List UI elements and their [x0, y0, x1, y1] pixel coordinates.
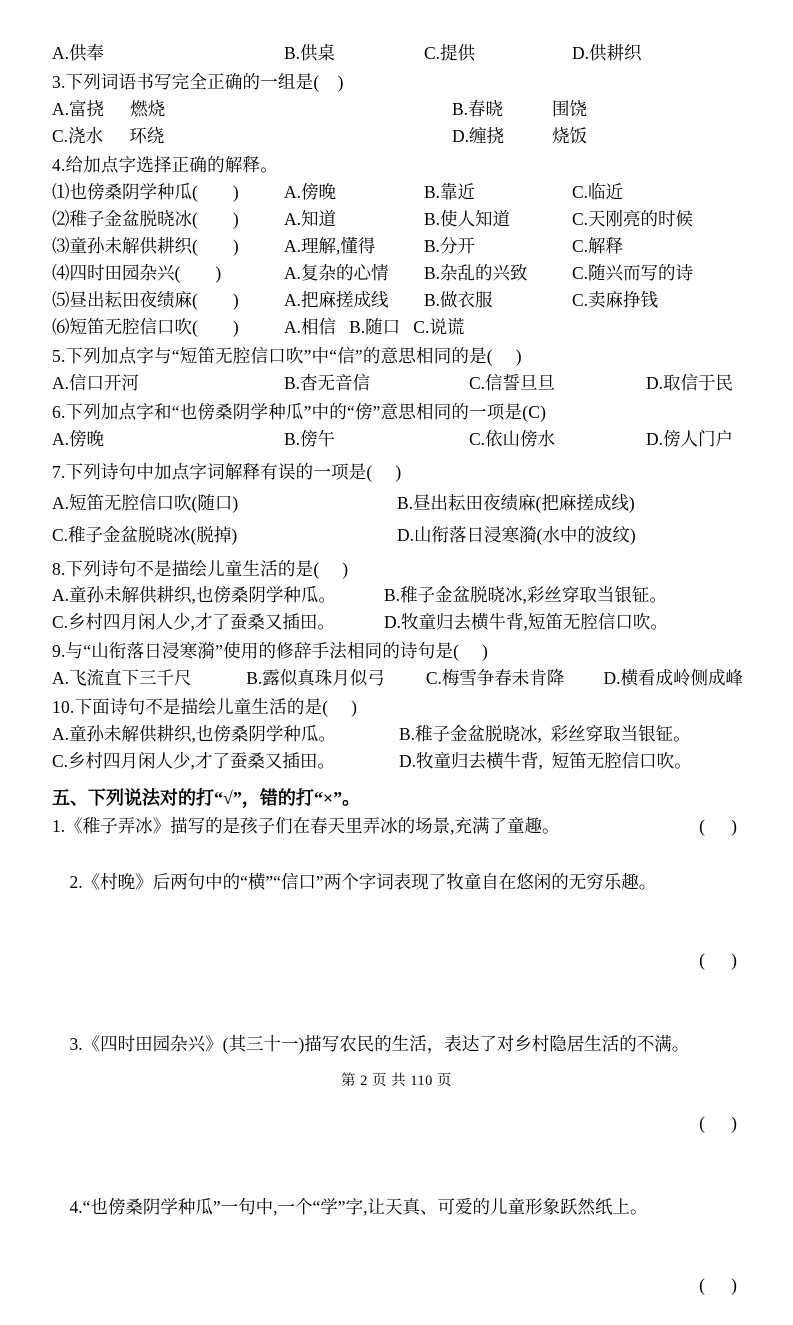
question-8-row-2 [52, 609, 743, 636]
option-c: C.解释 [572, 235, 624, 256]
option-a: A.童孙未解供耕织,也傍桑阴学种瓜。 [52, 585, 336, 606]
question-6-stem: 6.下列加点字和“也傍桑阴学种瓜”中的“傍”意思相同的一项是(C) [52, 402, 547, 423]
question-4-item-4 [52, 260, 743, 287]
option-a: A.信口开河 [52, 372, 140, 393]
item-stem: ⑴也傍桑阴学种瓜( ) [52, 181, 239, 202]
option-a: A.傍晚 [284, 181, 337, 202]
tf-item-4 [52, 1167, 743, 1246]
option-a: A.把麻搓成线 [284, 290, 389, 311]
question-3-stem: 3.下列词语书写完全正确的一组是( ) [52, 72, 344, 93]
question-10-stem: 10.下面诗句不是描绘儿童生活的是( ) [52, 697, 358, 718]
option-b: B.春晓 [452, 98, 504, 119]
option-c: C.随兴而写的诗 [572, 262, 694, 283]
option-d: D.横看成岭侧成峰 [603, 668, 743, 689]
option-b: B.傍午 [284, 428, 336, 449]
tf-item-4-box-row [52, 1246, 743, 1325]
option-c: C.乡村四月闲人少,才了蚕桑又插田。 [52, 612, 335, 633]
question-9-options [52, 665, 743, 692]
tf-answer-box[interactable]: ( ) [699, 816, 737, 836]
question-3-row-1 [52, 96, 743, 123]
question-7-row-2 [52, 522, 743, 549]
option-c: C.临近 [572, 181, 624, 202]
tf-item-text: 3.《四时田园杂兴》(其三十一)描写农民的生活，表达了对乡村隐居生活的不满。 [69, 1034, 690, 1054]
option-d: D.傍人门户 [646, 428, 734, 449]
option-d: D.牧童归去横牛背,短笛无腔信口吹。 [384, 612, 668, 633]
question-5-stem: 5.下列加点字与“短笛无腔信口吹”中“信”的意思相同的是( ) [52, 346, 522, 367]
option-a: A.知道 [284, 208, 337, 229]
question-3-row-2 [52, 123, 743, 150]
option-a: A.理解,懂得 [284, 235, 376, 256]
question-4-stem: 4.给加点字选择正确的解释。 [52, 154, 278, 175]
question-5-options [52, 370, 743, 397]
question-7-row-1 [52, 490, 743, 517]
question-4-item-1 [52, 179, 743, 206]
option-c: C.天刚亮的时候 [572, 208, 694, 229]
option-b: B.分开 [424, 235, 476, 256]
item-stem: ⑹短笛无腔信口吹( ) [52, 317, 239, 338]
question-7-stem: 7.下列诗句中加点字词解释有误的一项是( ) [52, 461, 402, 482]
option-a: A.相信 B.随口 C.说谎 [284, 317, 465, 338]
question-4-item-5 [52, 287, 743, 314]
option-c: C.信誓旦旦 [469, 372, 556, 393]
tf-answer-box[interactable]: ( ) [699, 1112, 737, 1133]
question-8-stem: 8.下列诗句不是描绘儿童生活的是( ) [52, 558, 349, 579]
option-b: B.使人知道 [424, 208, 511, 229]
option-c: C.提供 [424, 43, 476, 63]
option-b: B.供桌 [284, 43, 336, 63]
option-b: B.稚子金盆脱晓冰, 彩丝穿取当银钲。 [399, 723, 691, 744]
section-5-title: 五、下列说法对的打“√”，错的打“×”。 [52, 788, 361, 808]
question-10-row-1 [52, 721, 743, 748]
tf-item-text: 1.《稚子弄冰》描写的是孩子们在春天里弄冰的场景,充满了童趣。 [52, 816, 560, 836]
option-a: A.短笛无腔信口吹(随口) [52, 493, 239, 514]
tf-item-text: 4.“也傍桑阴学种瓜”一句中,一个“学”字,让天真、可爱的儿童形象跃然纸上。 [69, 1196, 648, 1217]
option-b: B.靠近 [424, 181, 476, 202]
option-a: A.傍晚 [52, 428, 105, 449]
option-a: A.供奉 [52, 43, 105, 63]
option-b: B.杳无音信 [284, 372, 371, 393]
item-stem: ⑸昼出耘田夜绩麻( ) [52, 290, 239, 311]
tf-item-3-box-row [52, 1084, 743, 1163]
option-a: A.富挠 燃烧 [52, 98, 166, 119]
option-b: B.做衣服 [424, 290, 493, 311]
tf-item-text: 2.《村晚》后两句中的“横”“信口”两个字词表现了牧童自在悠闲的无穷乐趣。 [69, 871, 657, 892]
option-d: D.缠挠 [452, 125, 505, 146]
option-d: D.牧童归去横牛背, 短笛无腔信口吹。 [399, 750, 692, 771]
question-9-stem: 9.与“山衔落日浸寒漪”使用的修辞手法相同的诗句是( ) [52, 641, 489, 662]
question-2-options [52, 40, 743, 67]
item-stem: ⑷四时田园杂兴( ) [52, 262, 222, 283]
option-a: A.飞流直下三千尺 [52, 668, 192, 689]
option-c: C.梅雪争春未肯降 [425, 668, 565, 689]
question-8-row-1 [52, 582, 743, 609]
question-10-row-2 [52, 748, 743, 775]
tf-item-1 [52, 813, 743, 839]
question-6-options [52, 426, 743, 453]
option-d: D.供耕织 [572, 43, 642, 63]
tf-item-2 [52, 842, 743, 921]
option-c: C.乡村四月闲人少,才了蚕桑又插田。 [52, 750, 335, 771]
option-d: D.山衔落日浸寒漪(水中的波纹) [397, 525, 636, 546]
option-c: C.浇水 环绕 [52, 125, 165, 146]
page-footer: 第 2 页 共 110 页 [340, 1073, 453, 1089]
option-a: A.复杂的心情 [284, 262, 389, 283]
tf-answer-box[interactable]: ( ) [699, 950, 737, 971]
item-stem: ⑵稚子金盆脱晓冰( ) [52, 208, 239, 229]
tf-answer-box[interactable]: ( ) [699, 1275, 737, 1296]
option-c: C.卖麻挣钱 [572, 290, 659, 311]
option-d-extra: 烧饭 [552, 125, 587, 146]
question-4-item-3 [52, 233, 743, 260]
option-b: B.杂乱的兴致 [424, 262, 528, 283]
option-a: A.童孙未解供耕织,也傍桑阴学种瓜。 [52, 723, 336, 744]
question-4-item-2 [52, 206, 743, 233]
option-c: C.稚子金盆脱晓冰(脱掉) [52, 525, 238, 546]
item-stem: ⑶童孙未解供耕织( ) [52, 235, 239, 256]
option-d: D.取信于民 [646, 372, 734, 393]
option-b-extra: 围饶 [552, 98, 587, 119]
option-b: B.露似真珠月似弓 [246, 668, 385, 689]
question-4-item-6 [52, 314, 743, 341]
option-b: B.稚子金盆脱晓冰,彩丝穿取当银钲。 [384, 585, 667, 606]
tf-item-2-box-row [52, 921, 743, 1000]
option-c: C.依山傍水 [469, 428, 556, 449]
option-b: B.昼出耘田夜绩麻(把麻搓成线) [397, 493, 635, 514]
